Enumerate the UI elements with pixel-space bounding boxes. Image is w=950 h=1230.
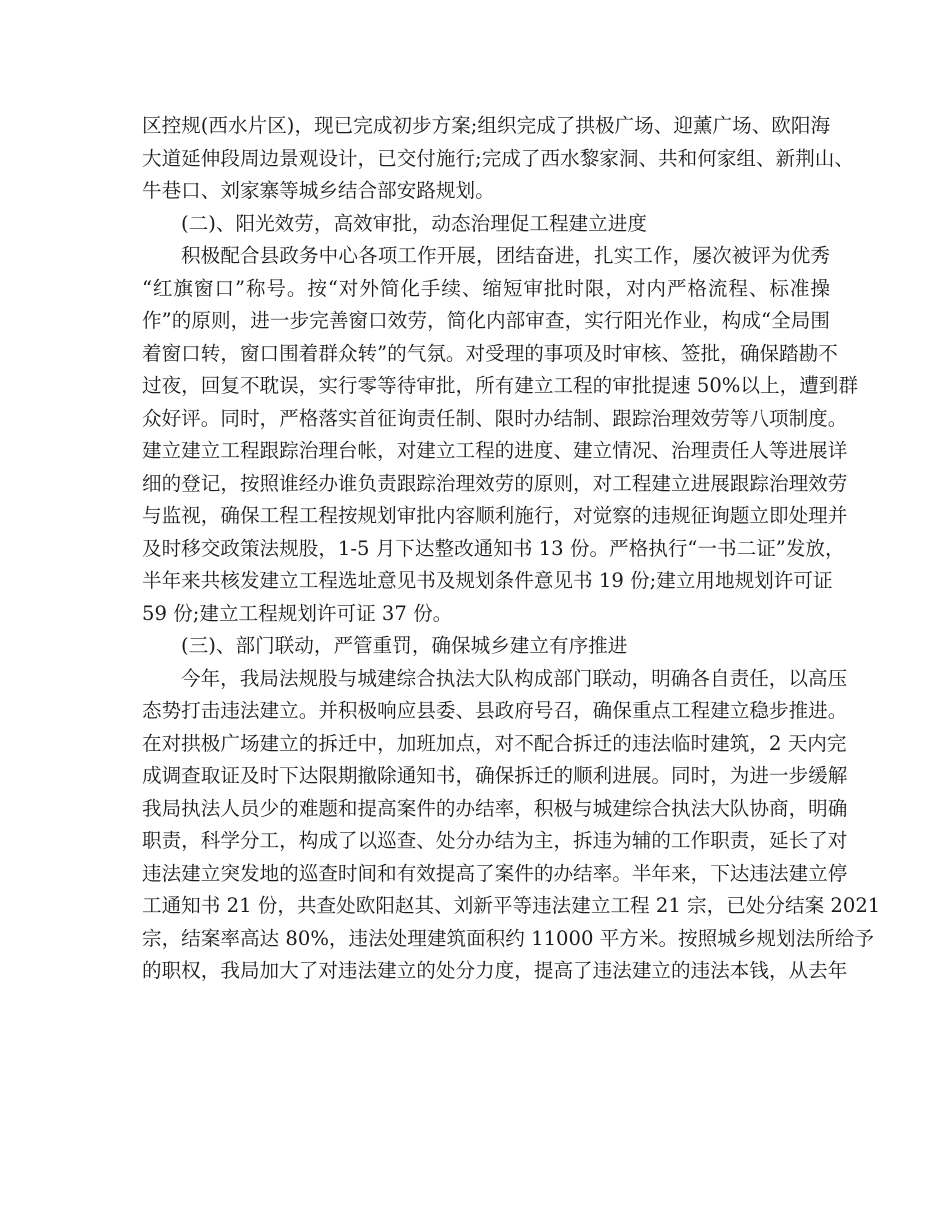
text-line: 细的登记，按照谁经办谁负责跟踪治理效劳的原则，对工程建立进展跟踪治理效劳 (142, 471, 848, 495)
text-line: 区控规(西水片区)，现已完成初步方案;组织完成了拱极广场、迎薰广场、欧阳海 (142, 114, 831, 137)
text-line: 积极配合县政务中心各项工作开展，团结奋进，扎实工作，屡次被评为优秀 (181, 244, 830, 267)
text-line: 在对拱极广场建立的拆迁中，加班加点，对不配合拆迁的违法临时建筑，2 天内完 (142, 731, 847, 755)
text-line: 建立建立工程跟踪治理台帐，对建立工程的进度、建立情况、治理责任人等进展详 (142, 439, 848, 462)
text-line: 大道延伸段周边景观设计，已交付施行;完成了西水黎家洞、共和何家组、新荆山、 (142, 146, 854, 170)
text-line: 众好评。同时，严格落实首征询责任制、限时办结制、跟踪治理效劳等八项制度。 (142, 406, 848, 430)
text-line: 及时移交政策法规股，1-5 月下达整改通知书 13 份。严格执行“一书二证”发放， (142, 536, 845, 560)
section-heading-3 (142, 630, 830, 663)
text-line: 我局执法人员少的难题和提高案件的办结率，积极与城建综合执法大队协商，明确 (142, 796, 848, 820)
heading-line: (二)、阳光效劳，高效审批，动态治理促工程建立进度 (181, 211, 647, 235)
text-line: 过夜，回复不耽误，实行零等待审批，所有建立工程的审批提速 50%以上，遭到群 (142, 374, 858, 397)
text-line: 工通知书 21 份，共查处欧阳赵其、刘新平等违法建立工程 21 宗，已处分结案 2021 (142, 894, 881, 917)
text-line: 态势打击违法建立。并积极响应县委、县政府号召，确保重点工程建立稳步推进。 (142, 699, 848, 722)
text-line: 牛巷口、刘家寨等城乡结合部安路规划。 (142, 179, 495, 202)
paragraph-approval (142, 240, 858, 630)
paragraph-enforcement (142, 663, 881, 988)
text-line: 半年来共核发建立工程选址意见书及规划条件意见书 19 份;建立用地规划许可证 (142, 569, 833, 592)
text-line: 宗，结案率高达 80%，违法处理建筑面积约 11000 平方米。按照城乡规划法所给予 (142, 926, 874, 950)
text-line: 职责，科学分工，构成了以巡查、处分办结为主，拆违为辅的工作职责，延长了对 (142, 829, 848, 852)
heading-line: (三)、部门联动，严管重罚，确保城乡建立有序推进 (181, 634, 628, 657)
text-line: 的职权，我局加大了对违法建立的处分力度，提高了违法建立的违法本钱，从去年 (142, 959, 848, 982)
paragraph-continuation (142, 110, 854, 208)
text-line: 59 份;建立工程规划许可证 37 份。 (142, 601, 453, 625)
text-line: 与监视，确保工程工程按规划审批内容顺利施行，对觉察的违规征询题立即处理并 (142, 504, 848, 527)
text-line: 违法建立突发地的巡查时间和有效提高了案件的办结率。半年来，下达违法建立停 (142, 861, 848, 885)
text-line: “红旗窗口”称号。按“对外简化手续、缩短审批时限，对内严格流程、标准操 (142, 276, 830, 300)
text-line: 今年，我局法规股与城建综合执法大队构成部门联动，明确各自责任，以高压 (181, 666, 848, 690)
text-line: 成调查取证及时下达限期撤除通知书，确保拆迁的顺利进展。同时，为进一步缓解 (142, 764, 848, 787)
section-heading-2 (142, 208, 830, 241)
document-page (142, 110, 881, 988)
text-line: 作”的原则，进一步完善窗口效劳，简化内部审查，实行阳光作业，构成“全局围 (142, 309, 830, 332)
text-line: 着窗口转，窗口围着群众转”的气氛。对受理的事项及时审核、签批，确保踏勘不 (142, 341, 838, 365)
